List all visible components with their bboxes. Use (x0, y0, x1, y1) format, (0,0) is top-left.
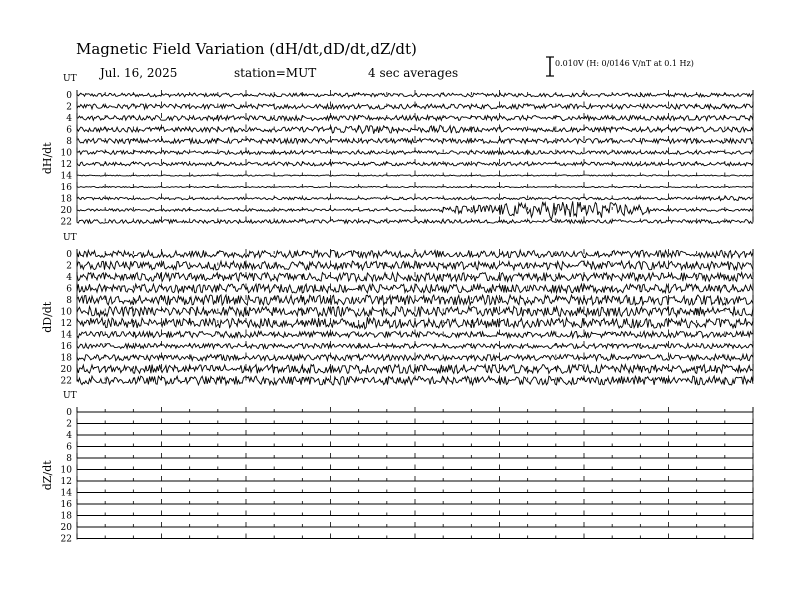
panel-ylabel: dD/dt (41, 301, 54, 333)
row-hour-label: 20 (60, 206, 72, 216)
row-hour-label: 12 (60, 160, 72, 170)
row-hour-label: 6 (66, 442, 72, 453)
row-hour-label: 2 (66, 261, 72, 272)
row-hour-label: 14 (60, 488, 72, 499)
row-hour-label: 0 (66, 250, 72, 260)
trace-row (77, 175, 753, 176)
row-hour-label: 0 (66, 91, 72, 101)
trace-row (77, 365, 753, 374)
row-hour-label: 10 (60, 465, 72, 476)
averaging-label: 4 sec averages (368, 66, 459, 80)
row-hour-label: 6 (66, 125, 72, 136)
row-hour-label: 0 (66, 408, 72, 418)
row-hour-label: 8 (66, 454, 72, 464)
row-hour-label: 18 (60, 194, 72, 205)
trace-row (77, 201, 753, 219)
row-hour-label: 10 (60, 307, 72, 318)
row-hour-label: 18 (60, 511, 72, 522)
row-hour-label: 20 (60, 523, 72, 533)
trace-row (77, 186, 753, 187)
row-hour-label: 16 (60, 183, 72, 193)
scale-label: 0.010V (H: 0/0146 V/nT at 0.1 Hz) (555, 59, 694, 68)
row-hour-label: 8 (66, 137, 72, 147)
row-hour-label: 2 (66, 102, 72, 113)
trace-row (77, 376, 753, 385)
row-hour-label: 8 (66, 296, 72, 306)
chart-title: Magnetic Field Variation (dH/dt,dD/dt,dZ/dt) (76, 40, 417, 58)
row-hour-label: 4 (66, 273, 72, 283)
row-hour-label: 14 (60, 330, 72, 341)
row-hour-label: 14 (60, 171, 72, 182)
row-hour-label: 12 (60, 477, 72, 487)
panel-ylabel: dZ/dt (41, 460, 54, 491)
row-hour-label: 2 (66, 419, 72, 430)
row-hour-label: 20 (60, 365, 72, 375)
row-hour-label: 16 (60, 500, 72, 510)
row-hour-label: 16 (60, 342, 72, 352)
date-label: Jul. 16, 2025 (100, 66, 178, 80)
ut-axis-label: UT (63, 74, 77, 84)
ut-axis-label: UT (63, 391, 77, 401)
row-hour-label: 22 (60, 534, 72, 545)
row-hour-label: 22 (60, 376, 72, 387)
row-hour-label: 22 (60, 217, 72, 228)
panel-ylabel: dH/dt (41, 142, 54, 175)
trace-row (77, 284, 753, 293)
row-hour-label: 4 (66, 431, 72, 441)
row-hour-label: 10 (60, 148, 72, 159)
row-hour-label: 12 (60, 319, 72, 329)
row-hour-label: 6 (66, 284, 72, 295)
trace-row (77, 162, 753, 166)
station-label: station=MUT (234, 66, 317, 80)
row-hour-label: 18 (60, 353, 72, 364)
ut-axis-label: UT (63, 233, 77, 243)
trace-row (77, 331, 753, 337)
row-hour-label: 4 (66, 114, 72, 124)
